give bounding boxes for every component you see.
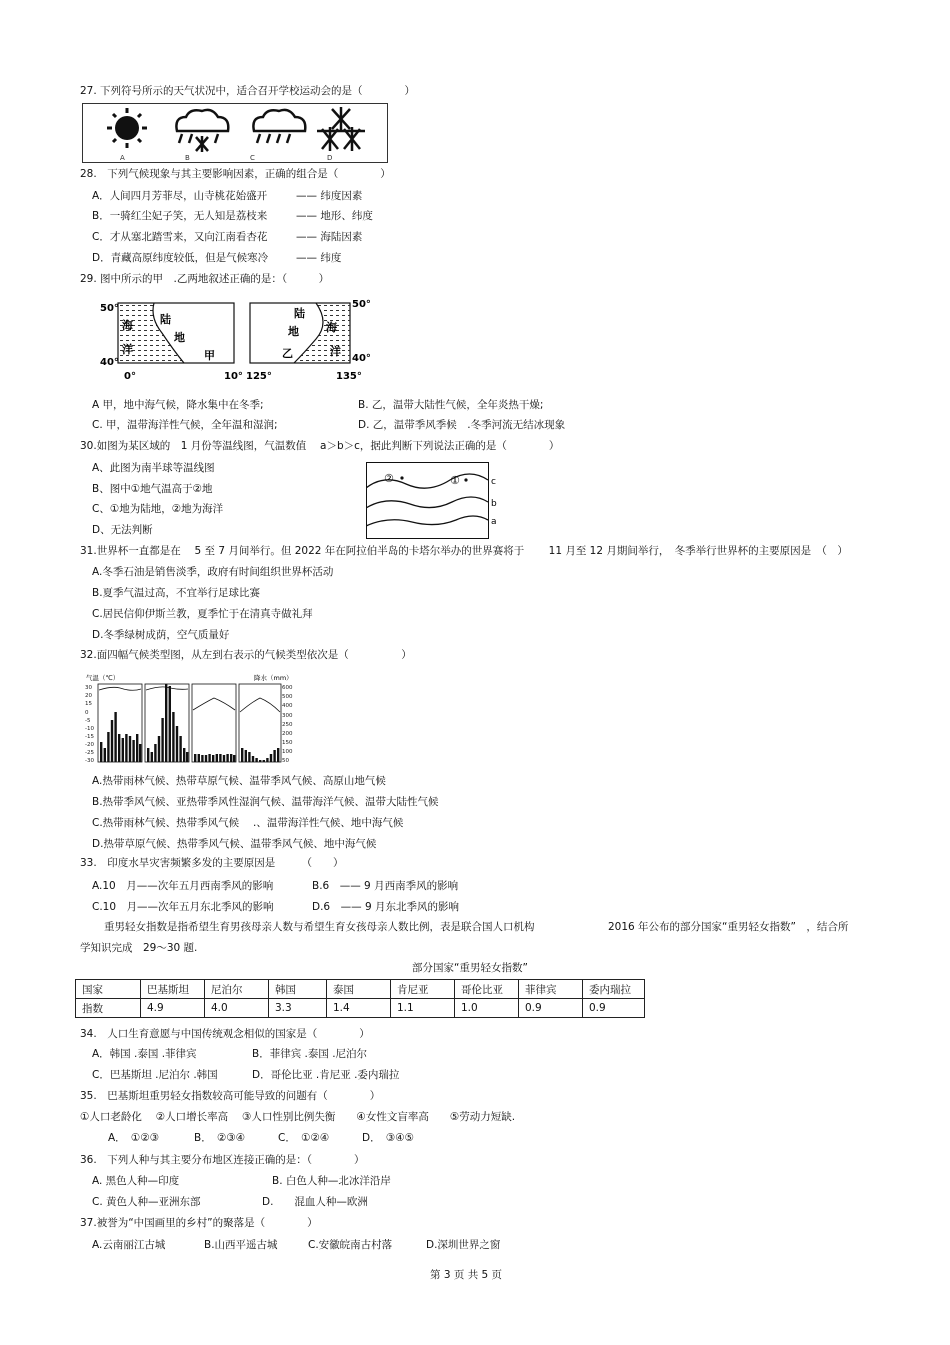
sleet-icon <box>176 110 228 152</box>
q35-option-b: B． ②③④ <box>194 1132 246 1144</box>
q30-option-b: B、图中①地气温高于②地 <box>92 483 213 495</box>
q33-option-b: B.6 —— 9 月西南季风的影响 <box>312 880 459 892</box>
table-cell: 4.9 <box>141 999 205 1018</box>
panel-4-bars <box>241 748 279 762</box>
svg-text:50: 50 <box>282 758 289 764</box>
q35-stem: 35. 巴基斯坦重男轻女指数较高可能导致的问题有（ ） <box>80 1090 381 1102</box>
q34-option-c: C．巴基斯坦 .尼泊尔 .韩国 <box>92 1069 218 1081</box>
q37-option-d: D.深圳世界之窗 <box>426 1239 501 1251</box>
right-axis-ticks <box>282 685 293 764</box>
label-b: B <box>185 154 190 162</box>
q31-option-c: C.居民信仰伊斯兰教，夏季忙于在清真寺做礼拜 <box>92 608 313 620</box>
svg-text:300: 300 <box>282 713 293 719</box>
q30-option-a: A、此图为南半球等温线图 <box>92 462 215 474</box>
svg-text:洋: 洋 <box>330 345 341 358</box>
q36-stem: 36. 下列人种与其主要分布地区连接正确的是：（ ） <box>80 1154 365 1166</box>
q31-option-d: D.冬季绿树成荫，空气质量好 <box>92 629 230 641</box>
panel-1-bars <box>100 712 141 762</box>
table-row <box>76 999 645 1018</box>
q36-option-c: C. 黄色人种—亚洲东部 <box>92 1196 201 1208</box>
svg-text:100: 100 <box>282 749 293 755</box>
climate-charts-figure <box>82 672 298 764</box>
q33-option-a: A.10 月——次年五月西南季风的影响 <box>92 880 274 892</box>
svg-text:-5: -5 <box>85 718 91 724</box>
intro-line-1: 重男轻女指数是指希望生育男孩母亲人数与希望生育女孩母亲人数比例，表是联合国人口机构 2016 年公布的部分国家“重男轻女指数” ，结合所 <box>104 921 849 933</box>
svg-text:陆: 陆 <box>294 307 305 320</box>
svg-text:a: a <box>491 517 497 527</box>
svg-text:20: 20 <box>85 693 92 699</box>
q32-option-c: C.热带雨林气候、热带季风气候 .、温带海洋性气候、地中海气候 <box>92 817 404 829</box>
q30-option-d: D、无法判断 <box>92 524 153 536</box>
q33-stem: 33. 印度水旱灾害频繁多发的主要原因是 （ ） <box>80 857 344 869</box>
q34-option-d: D．哥伦比亚 .肯尼亚 .委内瑞拉 <box>252 1069 400 1081</box>
q28-option-b: B．一骑红尘妃子笑，无人知是荔枝来 <box>92 210 268 222</box>
table-cell: 尼泊尔 <box>205 980 269 999</box>
table-cell: 0.9 <box>583 999 645 1018</box>
svg-text:洋: 洋 <box>122 343 133 356</box>
q35-option-c: C． ①②④ <box>278 1132 330 1144</box>
q28-option-d: D．青藏高原纬度较低，但是气候寒冷 <box>92 252 269 264</box>
q30-stem: 30.如图为某区域的 1 月份等温线图，气温数值 a＞b＞c，据此判断下列说法正确的是（ ） <box>80 440 560 452</box>
snow-icon <box>317 107 365 151</box>
table-cell: 指数 <box>76 999 141 1018</box>
svg-text:0: 0 <box>85 710 89 716</box>
svg-text:地: 地 <box>288 325 299 338</box>
svg-text:降水（mm）: 降水（mm） <box>254 674 293 682</box>
isotherm-b <box>366 497 488 508</box>
q32-option-a: A.热带雨林气候、热带草原气候、温带季风气候、高原山地气候 <box>92 775 386 787</box>
svg-text:陆: 陆 <box>160 313 171 326</box>
table-cell: 3.3 <box>269 999 327 1018</box>
q32-stem: 32.面四幅气候类型图，从左到右表示的气候类型依次是（ ） <box>80 649 412 661</box>
panel-2-bars <box>147 684 188 762</box>
svg-text:500: 500 <box>282 694 293 700</box>
q31-option-b: B.夏季气温过高，不宜举行足球比赛 <box>92 587 261 599</box>
q29-option-b: B. 乙，温带大陆性气候，全年炎热干燥; <box>358 399 544 411</box>
weather-symbols-figure <box>82 103 388 163</box>
svg-text:-10: -10 <box>85 726 94 732</box>
svg-text:125°: 125° <box>246 371 272 382</box>
svg-text:0°: 0° <box>124 371 136 382</box>
svg-text:600: 600 <box>282 685 293 691</box>
svg-text:150: 150 <box>282 740 293 746</box>
q35-items: ①人口老龄化 ②人口增长率高 ③人口性别比例失衡 ④女性文盲率高 ⑤劳动力短缺. <box>80 1111 516 1123</box>
page-footer: 第 3 页 共 5 页 <box>430 1269 503 1281</box>
q28-option-d-factor: —— 纬度 <box>296 252 342 264</box>
rain-icon <box>253 110 305 143</box>
q29-option-a: A 甲，地中海气候，降水集中在冬季; <box>92 399 264 411</box>
svg-text:-25: -25 <box>85 750 94 756</box>
svg-text:海: 海 <box>122 319 133 332</box>
q34-option-a: A．韩国 .泰国 .菲律宾 <box>92 1048 197 1060</box>
table-cell: 韩国 <box>269 980 327 999</box>
q29-maps-figure <box>84 293 376 389</box>
svg-text:-20: -20 <box>85 742 94 748</box>
q29-option-d: D. 乙，温带季风季候 .冬季河流无结冰现象 <box>358 419 566 431</box>
table-cell: 1.1 <box>391 999 455 1018</box>
q37-stem: 37.被誉为“中国画里的乡村”的聚落是（ ） <box>80 1217 318 1229</box>
q31-stem: 31.世界杯一直都是在 5 至 7 月间举行。但 2022 年在阿拉伯半岛的卡塔尔举办的世界赛将于 11 月至 12 月期间举行， 冬季举行世界杯的主要原因是 （ ） <box>80 545 848 557</box>
intro-line-2: 学知识完成 29～30 题. <box>80 942 198 954</box>
isotherm-figure <box>366 462 498 540</box>
svg-text:40°: 40° <box>352 353 371 364</box>
q35-option-a: A． ①②③ <box>108 1132 160 1144</box>
q33-option-c: C.10 月——次年五月东北季风的影响 <box>92 901 274 913</box>
svg-text:乙: 乙 <box>282 347 293 360</box>
svg-text:-30: -30 <box>85 758 94 764</box>
map-jia <box>100 303 243 382</box>
svg-text:①: ① <box>450 474 460 487</box>
q37-option-a: A.云南丽江古城 <box>92 1239 166 1251</box>
q31-option-a: A.冬季石油是销售淡季，政府有时间组织世界杯活动 <box>92 566 334 578</box>
q28-stem: 28. 下列气候现象与其主要影响因素，正确的组合是（ ） <box>80 168 391 180</box>
table-title: 部分国家“重男轻女指数” <box>412 962 528 974</box>
q29-option-c: C. 甲，温带海洋性气候，全年温和湿润; <box>92 419 278 431</box>
svg-text:气温（℃）: 气温（℃） <box>86 674 120 682</box>
sunny-icon <box>107 108 147 148</box>
svg-text:50°: 50° <box>352 299 371 310</box>
q34-stem: 34. 人口生育意愿与中国传统观念相似的国家是（ ） <box>80 1028 370 1040</box>
q36-option-d: D. 混血人种—欧洲 <box>262 1196 368 1208</box>
q36-option-a: A. 黑色人种—印度 <box>92 1175 180 1187</box>
table-cell: 巴基斯坦 <box>141 980 205 999</box>
q37-option-c: C.安徽皖南古村落 <box>308 1239 393 1251</box>
q32-option-b: B.热带季风气候、亚热带季风性湿润气候、温带海洋气候、温带大陆性气候 <box>92 796 439 808</box>
table-cell: 0.9 <box>519 999 583 1018</box>
table-cell: 肯尼亚 <box>391 980 455 999</box>
table-header-row <box>76 980 645 999</box>
q34-option-b: B．菲律宾 .泰国 .尼泊尔 <box>252 1048 368 1060</box>
svg-text:b: b <box>491 499 497 509</box>
left-axis-ticks <box>85 685 94 764</box>
q28-option-c: C．才从塞北踏雪来，又向江南看杏花 <box>92 231 268 243</box>
q32-option-d: D.热带草原气候、热带季风气候、温带季风气候、地中海气候 <box>92 838 377 850</box>
table-cell: 菲律宾 <box>519 980 583 999</box>
label-d: D <box>327 154 333 162</box>
svg-text:400: 400 <box>282 703 293 709</box>
q29-stem: 29. 图中所示的甲 .乙两地叙述正确的是：（ ） <box>80 273 330 285</box>
table-cell: 国家 <box>76 980 141 999</box>
svg-text:250: 250 <box>282 722 293 728</box>
q35-option-d: D． ③④⑤ <box>362 1132 415 1144</box>
q36-option-b: B. 白色人种—北冰洋沿岸 <box>272 1175 391 1187</box>
map-yi <box>246 299 371 382</box>
q30-option-c: C、①地为陆地，②地为海洋 <box>92 503 224 515</box>
q37-option-b: B.山西平遥古城 <box>204 1239 278 1251</box>
label-c: C <box>250 154 255 162</box>
label-a: A <box>120 154 125 162</box>
table-cell: 哥伦比亚 <box>455 980 519 999</box>
svg-text:200: 200 <box>282 731 293 737</box>
svg-text:c: c <box>491 477 496 487</box>
q28-option-a-factor: —— 纬度因素 <box>296 190 363 202</box>
svg-text:10°: 10° <box>224 371 243 382</box>
svg-text:40°: 40° <box>100 357 119 368</box>
q28-option-c-factor: —— 海陆因素 <box>296 231 363 243</box>
q28-option-a: A．人间四月芳菲尽，山寺桃花始盛开 <box>92 190 268 202</box>
svg-text:甲: 甲 <box>204 349 215 362</box>
svg-text:②: ② <box>384 472 394 485</box>
svg-text:135°: 135° <box>336 371 362 382</box>
svg-text:-15: -15 <box>85 734 94 740</box>
preference-index-table <box>75 979 645 1018</box>
panel-3-bars <box>194 754 235 762</box>
table-cell: 泰国 <box>327 980 391 999</box>
table-cell: 1.4 <box>327 999 391 1018</box>
q27-stem: 27. 下列符号所示的天气状况中，适合召开学校运动会的是（ ） <box>80 85 416 97</box>
table-cell: 4.0 <box>205 999 269 1018</box>
svg-text:地: 地 <box>174 331 185 344</box>
table-cell: 委内瑞拉 <box>583 980 645 999</box>
svg-text:30: 30 <box>85 685 92 691</box>
table-cell: 1.0 <box>455 999 519 1018</box>
svg-text:50°: 50° <box>100 303 119 314</box>
q28-option-b-factor: —— 地形、纬度 <box>296 210 373 222</box>
svg-text:15: 15 <box>85 701 92 707</box>
isotherm-a <box>366 516 488 526</box>
q33-option-d: D.6 —— 9 月东北季风的影响 <box>312 901 459 913</box>
svg-text:海: 海 <box>326 321 337 334</box>
